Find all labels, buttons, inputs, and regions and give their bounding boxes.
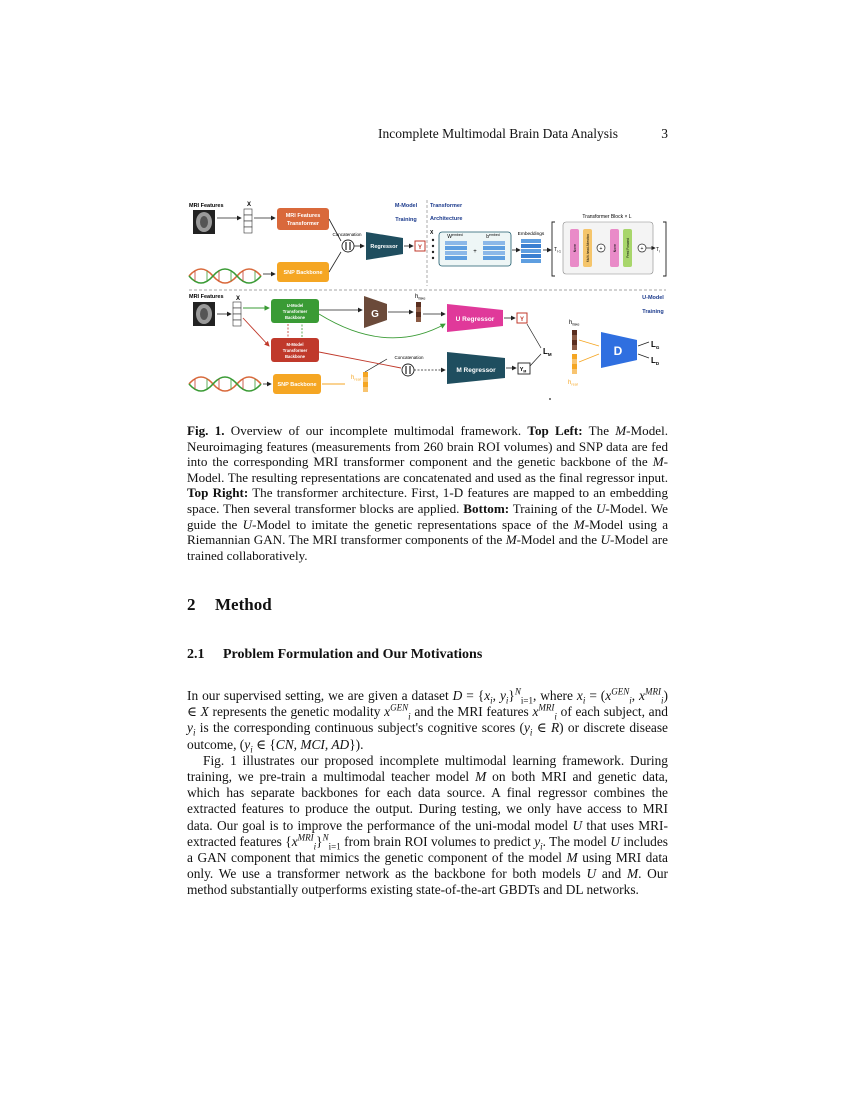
umodel-training-title: U-Model	[642, 295, 664, 301]
x-label-top: X	[247, 202, 252, 208]
concat-node-top	[342, 240, 354, 252]
svg-text:Multi-head Attention: Multi-head Attention	[586, 233, 590, 263]
svg-text:Regressor: Regressor	[370, 244, 398, 250]
dna-helix-top	[189, 269, 261, 283]
loss-d-label: $L_D$	[651, 356, 660, 366]
framework-diagram	[187, 196, 668, 408]
svg-text:+: +	[640, 246, 644, 252]
page-number: 3	[661, 126, 668, 141]
svg-text:Training: Training	[642, 309, 664, 315]
svg-text:Training: Training	[395, 217, 417, 223]
svg-text:Backbone: Backbone	[284, 354, 306, 359]
h-fake-d-label: $h_{fake}$	[569, 320, 580, 327]
x-vector-top	[244, 209, 252, 233]
svg-text:Norm: Norm	[613, 243, 617, 253]
h-real-label-bottom: $h_{real}$	[351, 375, 361, 382]
figure-1	[187, 196, 668, 408]
transformer-architecture-title: Transformer	[430, 203, 463, 209]
section-heading: 2 Method	[187, 595, 272, 614]
h-fake-d-vector	[572, 330, 577, 350]
svg-text:Y: Y	[519, 317, 525, 323]
svg-text:Transformer: Transformer	[282, 309, 308, 314]
paragraph-1: In our supervised setting, we are given a dataset $D = \{x_i$, $y_i\}^N_{i=1}$, where $x_i = (x^{GEN}_i$, $x^{MRI}_i$) ∈ X represents the genetic modality $x^{GEN}_i$ and the MRI features $x^{MRI}_i$ of each subject, and $y_i$ is the corresponding continuous subject's cognitive scores ($y_i$ ∈ R) or discrete disease outcome, ($y_i$ ∈ {CN, MCI, AD}).	[187, 686, 668, 755]
h-fake-vector	[416, 302, 421, 322]
svg-text:SNP Backbone: SNP Backbone	[277, 382, 317, 388]
concat-node-bottom	[402, 364, 414, 376]
embeddings-label: Embeddings	[517, 232, 545, 237]
svg-text:M Regressor: M Regressor	[456, 367, 496, 374]
running-title: Incomplete Multimodal Brain Data Analysis	[378, 126, 618, 141]
svg-text:Norm: Norm	[573, 243, 577, 253]
h-real-d-vector	[572, 354, 577, 374]
svg-text:Feed Forward: Feed Forward	[626, 238, 630, 258]
arch-input-dots	[432, 239, 434, 259]
t-in-label: $T_{i-1}$	[554, 247, 561, 254]
w-embed-label: $W^{embed}$	[447, 233, 463, 240]
figure-caption: Fig. 1. Overview of our incomplete multimodal framework. Top Left: The M-Model. Neuroimaging features (measurements from 260 brain ROI volumes) and SNP data are fed into the corresponding MRI transformer component and the genetic backbone of the M-Model. The resulting representations are concatenated and used as the final regressor input. Top Right: The transformer architecture. First, 1-D features are mapped to an embedding space. Then several transformer blocks are applied. Bottom: Training of the U-Model. We guide the U-Model to imitate the genetic representations space of the M-Model using a Riemannian GAN. The MRI transformer components of the M-Model and the U-Model are trained collaboratively.	[187, 423, 669, 563]
running-head	[187, 126, 668, 144]
svg-text:+: +	[599, 246, 603, 252]
mri-features-label-bottom: MRI Features	[189, 294, 224, 300]
concatenation-label-top: Concatenation	[332, 232, 362, 237]
svg-text:G: G	[371, 309, 379, 320]
svg-text:Backbone: Backbone	[284, 315, 306, 320]
loss-g-label: $L_G$	[651, 340, 660, 350]
svg-text:Architecture: Architecture	[430, 216, 463, 222]
h-fake-label: $h_{fake}$	[415, 294, 426, 301]
mri-features-label-top: MRI Features	[189, 203, 224, 209]
svg-text:YM: $Y_M$	[519, 367, 527, 374]
svg-text:X: X	[430, 230, 434, 236]
svg-text:Transformer: Transformer	[282, 348, 308, 353]
x-label-bottom: X	[236, 296, 241, 302]
dna-helix-bottom	[189, 377, 261, 391]
svg-text:M-Model: M-Model	[286, 342, 304, 347]
svg-text:MRI Features: MRI Features	[285, 213, 321, 219]
svg-text:+: +	[473, 249, 477, 255]
x-vector-bottom	[233, 302, 241, 326]
mmodel-training-title: M-Model	[394, 203, 418, 209]
svg-text:SNP Backbone: SNP Backbone	[283, 270, 323, 276]
transformer-block-label: Transformer Block × L	[582, 214, 632, 220]
svg-text:U-Model: U-Model	[286, 303, 304, 308]
h-real-vector-bottom	[363, 372, 368, 392]
concatenation-label-bottom: Concatenation	[394, 355, 424, 360]
svg-text:U Regressor: U Regressor	[455, 316, 495, 323]
loss-m-label: $L_M$	[543, 347, 552, 357]
b-embed-label: $b^{embed}$	[486, 233, 500, 240]
subsection-heading: 2.1 Problem Formulation and Our Motivations	[187, 647, 483, 662]
svg-text:Transformer: Transformer	[286, 221, 320, 227]
svg-text:D: D	[613, 344, 623, 358]
t-out-label: $T_i$	[656, 247, 660, 254]
paragraph-2: Fig. 1 illustrates our proposed incomplete multimodal learning framework. During training, we pre-train a multimodal teacher model M on both MRI and genetic data, which has separate backbones for each data source. A final regressor combines the extracted features to produce the output. During testing, we only have access to MRI data. Our goal is to improve the performance of the uni-modal model U that uses MRI-extracted features $\{x^{MRI}_i\}^N_{i=1}$ from brain ROI volumes to predict $y_i$. The model U includes a GAN component that mimics the genetic component of the model M using MRI data only. We use a transformer network as the backbone for both models U and M. Our method substantially outperforms existing state-of-the-art GBDTs and DL networks.	[187, 752, 669, 898]
embeddings-stack	[521, 239, 541, 263]
h-real-d-label: $h_{real}$	[568, 380, 578, 387]
body-text	[187, 688, 668, 899]
svg-text:Y: Y	[417, 245, 423, 251]
